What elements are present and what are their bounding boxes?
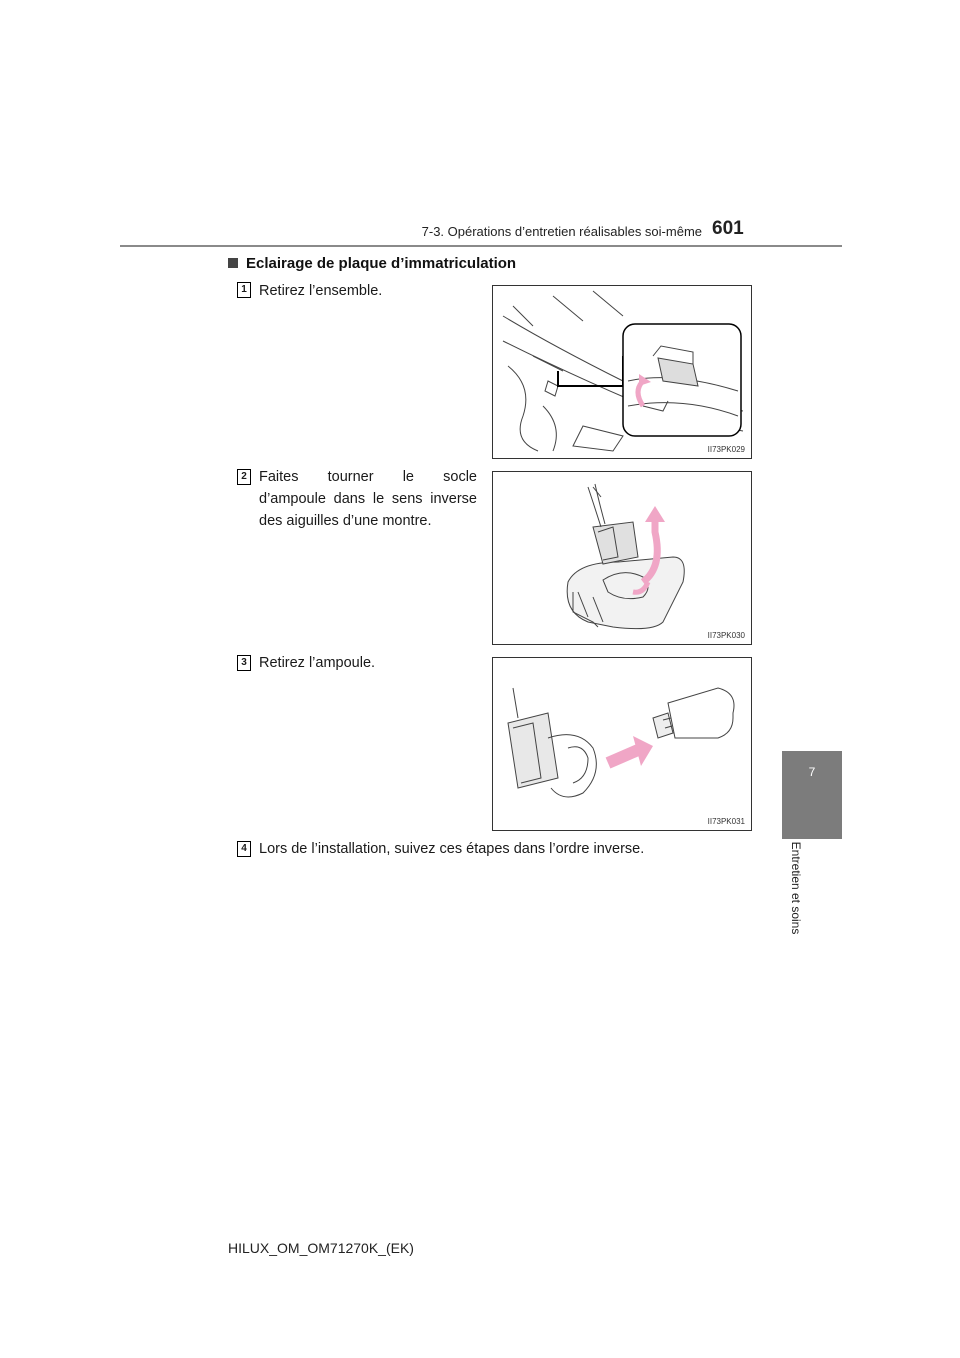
figure-code-3: II73PK031 [707, 817, 745, 826]
step-4-text: Lors de l’installation, suivez ces étapes dans l’ordre inverse. [259, 841, 645, 857]
step-3-text: Retirez l’ampoule. [259, 655, 376, 671]
page-number: 601 [712, 218, 744, 239]
chapter-number: 7 [808, 765, 816, 779]
section-title-text: Eclairage de plaque d’immatriculation [246, 255, 517, 272]
figure-step-1 [492, 285, 752, 459]
header-divider [120, 245, 842, 247]
bumper-illustration [493, 286, 751, 458]
figure-code-1: II73PK029 [707, 445, 745, 454]
step-2-text-line-1: Faites tourner le socle [259, 469, 477, 485]
header-section-title: 7-3. Opérations d’entretien réalisables soi-même [421, 224, 702, 239]
square-bullet-icon [228, 258, 238, 268]
step-2-text-line-3: des aiguilles d’une montre. [259, 513, 432, 529]
step-1-text: Retirez l’ensemble. [259, 283, 383, 299]
figure-code-2: II73PK030 [707, 631, 745, 640]
figure-step-3 [492, 657, 752, 831]
document-id: HILUX_OM_OM71270K_(EK) [228, 1240, 414, 1256]
step-number-2: 2 [237, 469, 251, 485]
figure-step-2 [492, 471, 752, 645]
socket-rotation-illustration [493, 472, 751, 644]
step-number-4: 4 [237, 841, 251, 857]
section-heading [228, 255, 516, 272]
step-number-3: 3 [237, 655, 251, 671]
step-2-text-line-2: d’ampoule dans le sens inverse [259, 491, 477, 507]
bulb-removal-illustration [493, 658, 751, 830]
chapter-label: Entretien et soins [789, 841, 803, 935]
step-number-1: 1 [237, 282, 251, 298]
